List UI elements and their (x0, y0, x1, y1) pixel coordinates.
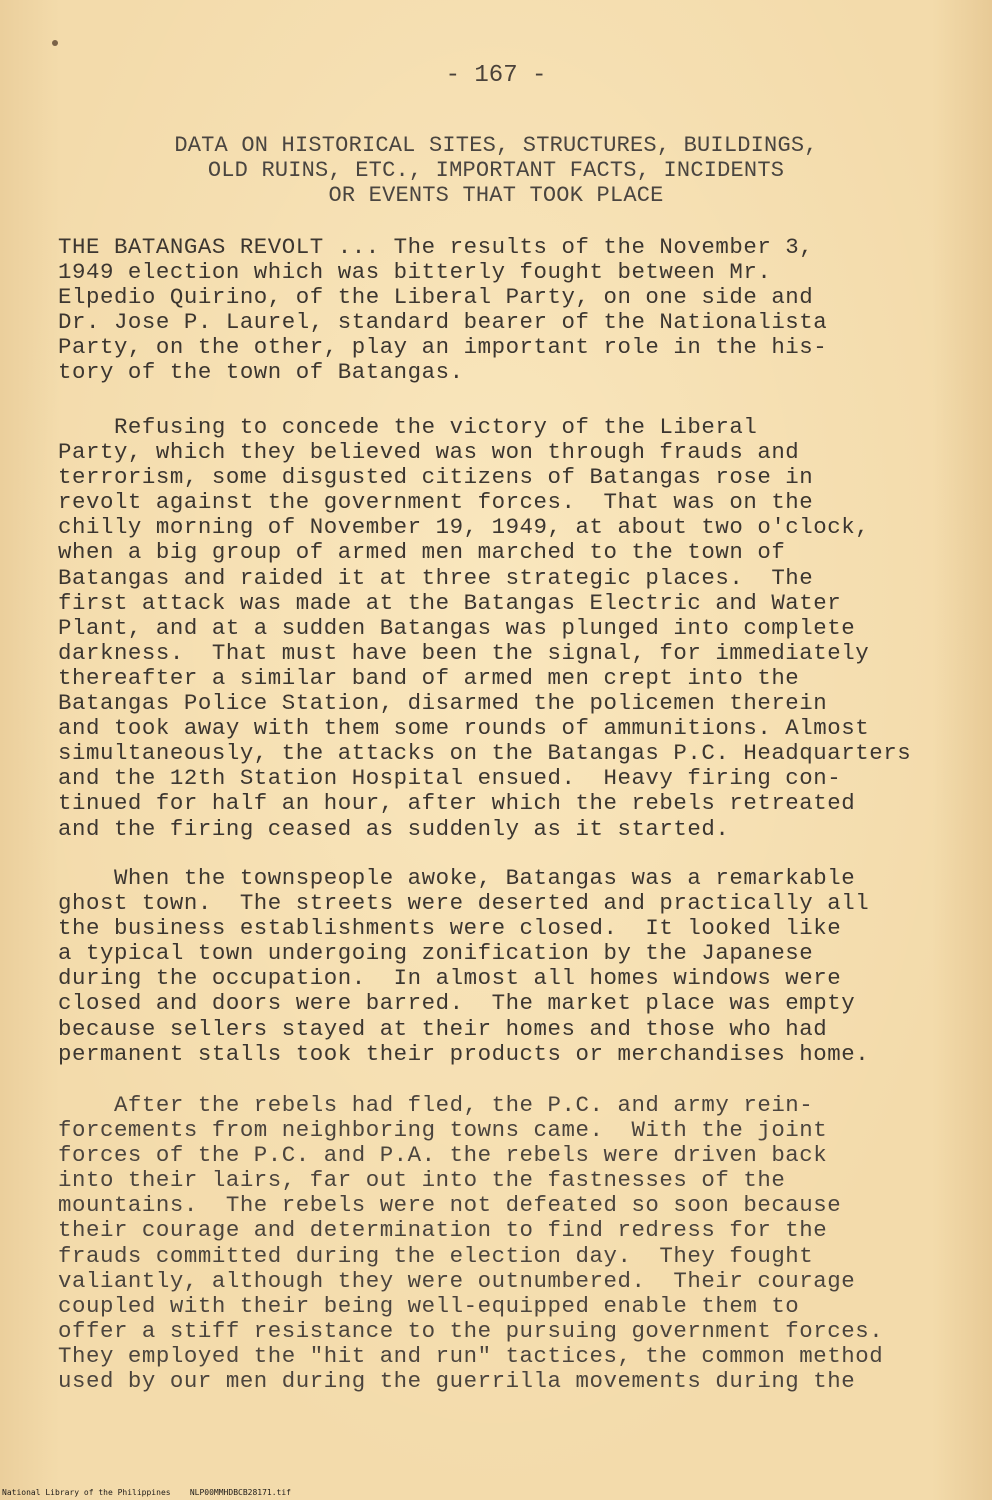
text-line: darkness. That must have been the signal, for immediately (58, 639, 870, 666)
text-line: and took away with them some rounds of ammunitions. Almost (58, 715, 870, 742)
paragraph-revolt-attack (58, 415, 958, 842)
text-line: Party, on the other, play an important role in the his- (58, 334, 828, 361)
heading-line: OLD RUINS, ETC., IMPORTANT FACTS, INCIDENTS (207, 158, 785, 183)
text-line: used by our men during the guerrilla movements during the (58, 1368, 856, 1395)
text-line: frauds committed during the election day. They fought (58, 1242, 814, 1269)
text-line: Elpedio Quirino, of the Liberal Party, on one side and (58, 284, 814, 311)
text-line: a typical town undergoing zonification by the Japanese (58, 940, 814, 967)
text-line: ghost town. The streets were deserted and practically all (58, 890, 870, 917)
text-line: permanent stalls took their products or merchandises home. (58, 1040, 870, 1067)
text-line: during the occupation. In almost all homes windows were (58, 965, 842, 992)
paragraph-batangas-revolt (58, 235, 958, 386)
text-line: revolt against the government forces. That was on the (58, 489, 814, 516)
text-line: thereafter a similar band of armed men crept into the (58, 664, 800, 691)
paper-speck (52, 40, 58, 46)
text-line: Plant, and at a sudden Batangas was plunged into complete (58, 614, 856, 641)
text-line: closed and doors were barred. The market place was empty (58, 990, 856, 1017)
text-line: valiantly, although they were outnumbered. Their courage (58, 1267, 856, 1294)
text-line: Dr. Jose P. Laurel, standard bearer of the Nationalista (58, 309, 828, 336)
text-line: Refusing to concede the victory of the Liberal (58, 414, 758, 440)
paragraph-reinforcements (58, 1093, 958, 1394)
text-line: tory of the town of Batangas. (58, 359, 464, 386)
text-line: Batangas and raided it at three strategic places. The (58, 564, 814, 591)
text-line: forces of the P.C. and P.A. the rebels were driven back (58, 1142, 828, 1169)
text-line: first attack was made at the Batangas Electric and Water (58, 589, 842, 616)
text-line: forcements from neighboring towns came. With the joint (58, 1117, 828, 1144)
text-line: their courage and determination to find redress for the (58, 1217, 828, 1244)
text-line: chilly morning of November 19, 1949, at about two o'clock, (58, 514, 870, 541)
text-line: THE BATANGAS REVOLT ... The results of the November 3, (58, 234, 814, 260)
paragraph-ghost-town (58, 866, 958, 1067)
text-line: the business establishments were closed. It looked like (58, 915, 842, 942)
document-heading (0, 133, 992, 208)
text-line: 1949 election which was bitterly fought between Mr. (58, 259, 772, 286)
text-line: tinued for half an hour, after which the rebels retreated (58, 790, 856, 817)
text-line: Party, which they believed was won through frauds and (58, 439, 800, 466)
page-number: - 167 - (445, 62, 547, 89)
scan-footer: National Library of the Philippines NLP00MMHDBCB28171.tif (2, 1488, 291, 1497)
heading-line: DATA ON HISTORICAL SITES, STRUCTURES, BUILDINGS, (174, 133, 818, 158)
text-line: and the firing ceased as suddenly as it started. (58, 815, 730, 842)
text-line: simultaneously, the attacks on the Batangas P.C. Headquarters (58, 740, 912, 767)
text-line: When the townspeople awoke, Batangas was a remarkable (58, 865, 856, 891)
text-line: offer a stiff resistance to the pursuing government forces. (58, 1317, 884, 1344)
text-line: Batangas Police Station, disarmed the policemen therein (58, 690, 828, 717)
text-line: into their lairs, far out into the fastnesses of the (58, 1167, 786, 1194)
text-line: and the 12th Station Hospital ensued. Heavy firing con- (58, 765, 842, 792)
text-line: when a big group of armed men marched to the town of (58, 539, 786, 566)
text-line: mountains. The rebels were not defeated so soon because (58, 1192, 842, 1219)
text-line: terrorism, some disgusted citizens of Batangas rose in (58, 464, 814, 491)
text-line: After the rebels had fled, the P.C. and army rein- (58, 1092, 814, 1118)
text-line: coupled with their being well-equipped enable them to (58, 1292, 800, 1319)
text-line: They employed the "hit and run" tactices, the common method (58, 1342, 884, 1369)
text-line: because sellers stayed at their homes and those who had (58, 1015, 828, 1042)
heading-line: OR EVENTS THAT TOOK PLACE (328, 183, 664, 208)
